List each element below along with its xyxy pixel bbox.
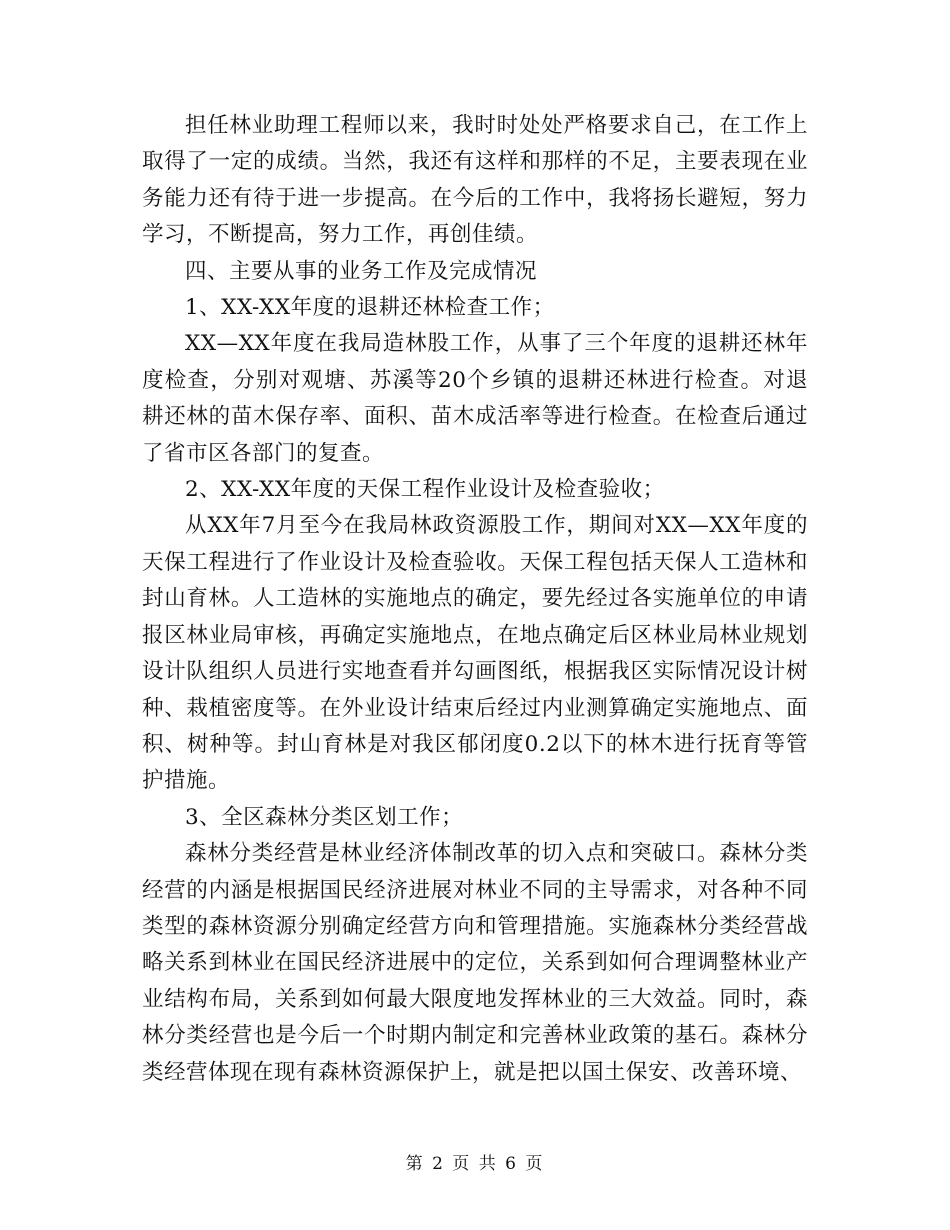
subheading-forest-classification: 3、全区森林分类区划工作； — [185, 804, 464, 830]
paragraph-summary: 担任林业助理工程师以来，我时时处处严格要求自己，在工作上取得了一定的成绩。当然，我还有这样和那样的不足，主要表现在业务能力还有待于进一步提高。在今后的工作中，我将扬长避短，努力学习，不断提高，努力工作，再创佳绩。 — [142, 113, 808, 248]
page-number-footer: 第 2 页 共 6 页 — [405, 1154, 545, 1174]
document-body — [142, 108, 808, 1091]
paragraph-natural-forest-protection: 从XX年7月至今在我局林政资源股工作，期间对XX—XX年度的天保工程进行了作业设计及检查验收。天保工程包括天保人工造林和封山育林。人工造林的实施地点的确定，要先经过各实施单位的申请报区林业局审核，再确定实施地点，在地点确定后区林业局林业规划设计队组织人员进行实地查看并勾画图纸，根据我区实际情况设计树种、栽植密度等。在外业设计结束后经过内业测算确定实施地点、面积、树种等。封山育林是对我区郁闭度0.2以下的林木进行抚育等管护措施。 — [142, 513, 808, 794]
subheading-grain-to-forest-inspection: 1、XX-XX年度的退耕还林检查工作； — [185, 295, 555, 321]
section-heading-main-work: 四、主要从事的业务工作及完成情况 — [185, 258, 538, 284]
subheading-natural-forest-protection: 2、XX-XX年度的天保工程作业设计及检查验收； — [185, 477, 665, 503]
paragraph-forest-classification: 森林分类经营是林业经济体制改革的切入点和突破口。森林分类经营的内涵是根据国民经济进展对林业不同的主导需求，对各种不同类型的森林资源分别确定经营方向和管理措施。实施森林分类经营战略关系到林业在国民经济进展中的定位，关系到如何合理调整林业产业结构布局，关系到如何最大限度地发挥林业的三大效益。同时，森林分类经营也是今后一个时期内制定和完善林业政策的基石。森林分类经营体现在现有森林资源保护上，就是把以国土保安、改善环境、 — [142, 841, 808, 1085]
paragraph-grain-to-forest-inspection: XX—XX年度在我局造林股工作，从事了三个年度的退耕还林年度检查，分别对观塘、苏溪等20个乡镇的退耕还林进行检查。对退耕还林的苗木保存率、面积、苗木成活率等进行检查。在检查后通过了省市区各部门的复查。 — [142, 331, 808, 466]
